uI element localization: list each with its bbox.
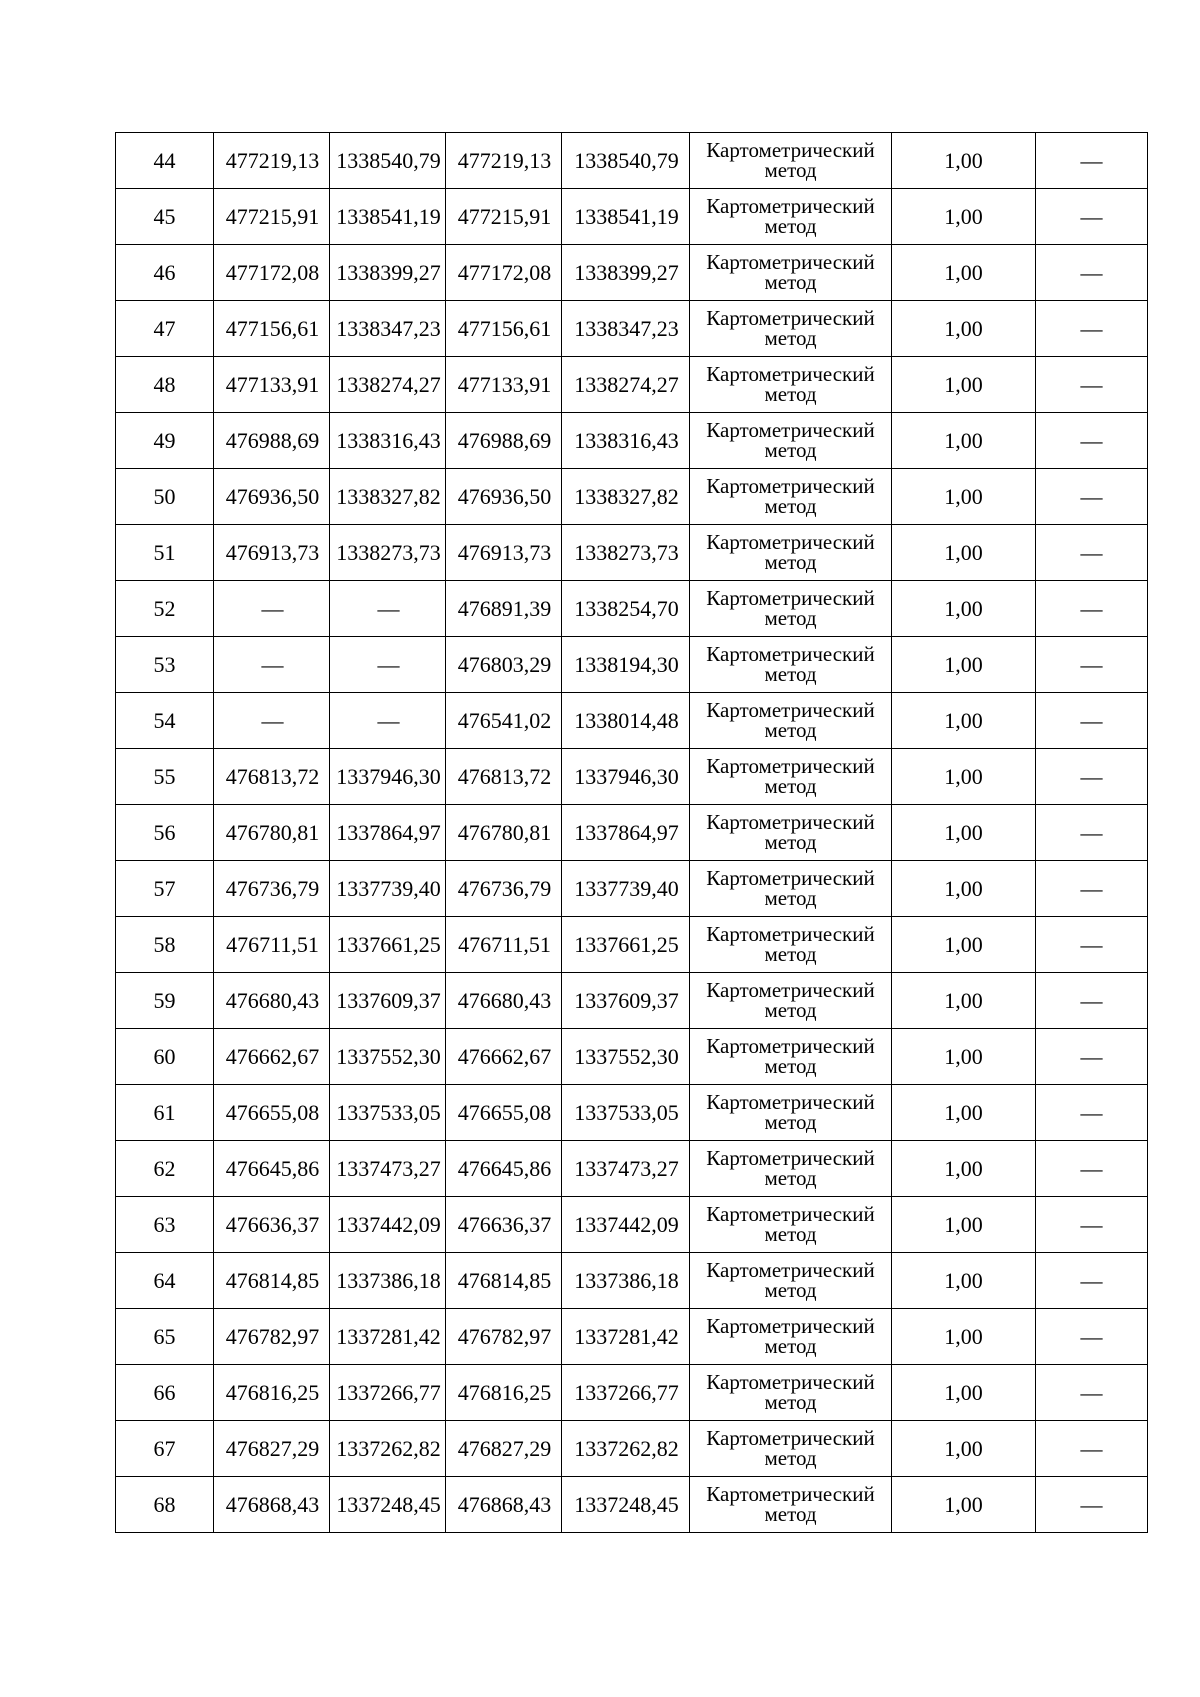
- method-line-1: Картометрический: [706, 1257, 875, 1282]
- table-row: [116, 1029, 1148, 1085]
- existing-x-cell: 476814,85: [214, 1253, 330, 1309]
- method-line-2: метод: [764, 773, 817, 798]
- new-x-cell: 476936,50: [446, 469, 562, 525]
- new-x-cell: 477215,91: [446, 189, 562, 245]
- point-number-cell: 45: [116, 189, 214, 245]
- existing-x-cell: 476827,29: [214, 1421, 330, 1477]
- new-y-cell: 1337533,05: [562, 1085, 690, 1141]
- method-line-2: метод: [764, 661, 817, 686]
- method-line-2: метод: [764, 605, 817, 630]
- method-line-1: Картометрический: [706, 1089, 875, 1114]
- point-number-cell: 48: [116, 357, 214, 413]
- point-number-cell: 51: [116, 525, 214, 581]
- method-line-1: Картометрический: [706, 921, 875, 946]
- description-cell: —: [1036, 1365, 1148, 1421]
- accuracy-cell: 1,00: [892, 1309, 1036, 1365]
- method-line-1: Картометрический: [706, 361, 875, 386]
- existing-y-cell: 1337266,77: [330, 1365, 446, 1421]
- existing-y-cell: 1338274,27: [330, 357, 446, 413]
- description-cell: —: [1036, 1085, 1148, 1141]
- new-x-cell: 476780,81: [446, 805, 562, 861]
- accuracy-cell: 1,00: [892, 581, 1036, 637]
- method-cell: [690, 245, 892, 301]
- table-row: [116, 1365, 1148, 1421]
- accuracy-cell: 1,00: [892, 917, 1036, 973]
- method-line-2: метод: [764, 717, 817, 742]
- existing-x-cell: 476780,81: [214, 805, 330, 861]
- table-row: [116, 1253, 1148, 1309]
- method-line-1: Картометрический: [706, 193, 875, 218]
- existing-x-cell: 476813,72: [214, 749, 330, 805]
- new-y-cell: 1338014,48: [562, 693, 690, 749]
- method-cell: [690, 525, 892, 581]
- existing-y-cell: 1337262,82: [330, 1421, 446, 1477]
- accuracy-cell: 1,00: [892, 413, 1036, 469]
- method-line-2: метод: [764, 1501, 817, 1526]
- existing-y-cell: 1337281,42: [330, 1309, 446, 1365]
- point-number-cell: 52: [116, 581, 214, 637]
- existing-y-cell: 1337248,45: [330, 1477, 446, 1533]
- method-line-1: Картометрический: [706, 1145, 875, 1170]
- existing-x-cell: 476736,79: [214, 861, 330, 917]
- method-cell: [690, 1141, 892, 1197]
- description-cell: —: [1036, 301, 1148, 357]
- existing-x-cell: 477133,91: [214, 357, 330, 413]
- method-line-1: Картометрический: [706, 1033, 875, 1058]
- existing-x-cell: 476662,67: [214, 1029, 330, 1085]
- description-cell: —: [1036, 1253, 1148, 1309]
- accuracy-cell: 1,00: [892, 133, 1036, 189]
- description-cell: —: [1036, 693, 1148, 749]
- existing-x-cell: 477172,08: [214, 245, 330, 301]
- table-row: [116, 749, 1148, 805]
- description-cell: —: [1036, 245, 1148, 301]
- method-cell: [690, 301, 892, 357]
- existing-y-cell: 1338540,79: [330, 133, 446, 189]
- accuracy-cell: 1,00: [892, 1477, 1036, 1533]
- method-line-2: метод: [764, 941, 817, 966]
- table-row: [116, 581, 1148, 637]
- new-x-cell: 476645,86: [446, 1141, 562, 1197]
- existing-x-cell: —: [214, 637, 330, 693]
- method-cell: [690, 413, 892, 469]
- method-cell: [690, 805, 892, 861]
- method-line-1: Картометрический: [706, 641, 875, 666]
- new-x-cell: 476868,43: [446, 1477, 562, 1533]
- table-row: [116, 133, 1148, 189]
- new-y-cell: 1337864,97: [562, 805, 690, 861]
- accuracy-cell: 1,00: [892, 973, 1036, 1029]
- new-y-cell: 1337661,25: [562, 917, 690, 973]
- point-number-cell: 44: [116, 133, 214, 189]
- method-cell: [690, 1477, 892, 1533]
- accuracy-cell: 1,00: [892, 1141, 1036, 1197]
- table-row: [116, 1085, 1148, 1141]
- description-cell: —: [1036, 861, 1148, 917]
- accuracy-cell: 1,00: [892, 749, 1036, 805]
- existing-y-cell: 1338327,82: [330, 469, 446, 525]
- point-number-cell: 53: [116, 637, 214, 693]
- method-cell: [690, 749, 892, 805]
- accuracy-cell: 1,00: [892, 1197, 1036, 1253]
- method-line-2: метод: [764, 437, 817, 462]
- existing-x-cell: —: [214, 693, 330, 749]
- existing-x-cell: 476655,08: [214, 1085, 330, 1141]
- new-y-cell: 1337386,18: [562, 1253, 690, 1309]
- description-cell: —: [1036, 805, 1148, 861]
- new-x-cell: 476803,29: [446, 637, 562, 693]
- description-cell: —: [1036, 1309, 1148, 1365]
- method-cell: [690, 1253, 892, 1309]
- description-cell: —: [1036, 469, 1148, 525]
- method-cell: [690, 581, 892, 637]
- existing-x-cell: 476782,97: [214, 1309, 330, 1365]
- table-row: [116, 973, 1148, 1029]
- method-cell: [690, 133, 892, 189]
- point-number-cell: 60: [116, 1029, 214, 1085]
- accuracy-cell: 1,00: [892, 861, 1036, 917]
- existing-x-cell: 476680,43: [214, 973, 330, 1029]
- new-x-cell: 477156,61: [446, 301, 562, 357]
- method-line-1: Картометрический: [706, 753, 875, 778]
- existing-y-cell: 1337533,05: [330, 1085, 446, 1141]
- point-number-cell: 62: [116, 1141, 214, 1197]
- new-x-cell: 476680,43: [446, 973, 562, 1029]
- existing-y-cell: 1337609,37: [330, 973, 446, 1029]
- description-cell: —: [1036, 637, 1148, 693]
- new-y-cell: 1337946,30: [562, 749, 690, 805]
- existing-y-cell: 1337946,30: [330, 749, 446, 805]
- description-cell: —: [1036, 1421, 1148, 1477]
- new-y-cell: 1338316,43: [562, 413, 690, 469]
- point-number-cell: 61: [116, 1085, 214, 1141]
- accuracy-cell: 1,00: [892, 1253, 1036, 1309]
- method-line-2: метод: [764, 997, 817, 1022]
- new-x-cell: 476814,85: [446, 1253, 562, 1309]
- new-y-cell: 1337248,45: [562, 1477, 690, 1533]
- new-y-cell: 1337262,82: [562, 1421, 690, 1477]
- table-row: [116, 805, 1148, 861]
- method-line-1: Картометрический: [706, 417, 875, 442]
- point-number-cell: 50: [116, 469, 214, 525]
- point-number-cell: 58: [116, 917, 214, 973]
- method-cell: [690, 1085, 892, 1141]
- table-row: [116, 861, 1148, 917]
- method-line-1: Картометрический: [706, 1313, 875, 1338]
- accuracy-cell: 1,00: [892, 469, 1036, 525]
- description-cell: —: [1036, 133, 1148, 189]
- new-y-cell: 1338540,79: [562, 133, 690, 189]
- description-cell: —: [1036, 1141, 1148, 1197]
- method-cell: [690, 637, 892, 693]
- existing-x-cell: —: [214, 581, 330, 637]
- table-row: [116, 1477, 1148, 1533]
- point-number-cell: 49: [116, 413, 214, 469]
- existing-x-cell: 476816,25: [214, 1365, 330, 1421]
- existing-y-cell: —: [330, 581, 446, 637]
- accuracy-cell: 1,00: [892, 1365, 1036, 1421]
- new-y-cell: 1337266,77: [562, 1365, 690, 1421]
- existing-x-cell: 476711,51: [214, 917, 330, 973]
- new-x-cell: 476891,39: [446, 581, 562, 637]
- table-row: [116, 469, 1148, 525]
- point-number-cell: 55: [116, 749, 214, 805]
- new-x-cell: 476913,73: [446, 525, 562, 581]
- existing-x-cell: 476636,37: [214, 1197, 330, 1253]
- table-row: [116, 637, 1148, 693]
- accuracy-cell: 1,00: [892, 1085, 1036, 1141]
- new-y-cell: 1338327,82: [562, 469, 690, 525]
- coordinates-table: [115, 132, 1148, 1533]
- method-cell: [690, 1421, 892, 1477]
- point-number-cell: 63: [116, 1197, 214, 1253]
- new-y-cell: 1338194,30: [562, 637, 690, 693]
- new-y-cell: 1338541,19: [562, 189, 690, 245]
- existing-x-cell: 476645,86: [214, 1141, 330, 1197]
- description-cell: —: [1036, 1029, 1148, 1085]
- description-cell: —: [1036, 1197, 1148, 1253]
- method-cell: [690, 1309, 892, 1365]
- new-x-cell: 476655,08: [446, 1085, 562, 1141]
- method-line-2: метод: [764, 157, 817, 182]
- table-row: [116, 1141, 1148, 1197]
- table-row: [116, 525, 1148, 581]
- point-number-cell: 57: [116, 861, 214, 917]
- description-cell: —: [1036, 581, 1148, 637]
- point-number-cell: 47: [116, 301, 214, 357]
- existing-y-cell: 1337386,18: [330, 1253, 446, 1309]
- method-line-2: метод: [764, 1333, 817, 1358]
- existing-y-cell: 1338541,19: [330, 189, 446, 245]
- description-cell: —: [1036, 357, 1148, 413]
- existing-y-cell: 1338273,73: [330, 525, 446, 581]
- accuracy-cell: 1,00: [892, 525, 1036, 581]
- table-row: [116, 1197, 1148, 1253]
- method-cell: [690, 1029, 892, 1085]
- table-row: [116, 245, 1148, 301]
- description-cell: —: [1036, 525, 1148, 581]
- table-row: [116, 357, 1148, 413]
- method-cell: [690, 693, 892, 749]
- method-cell: [690, 973, 892, 1029]
- table-row: [116, 189, 1148, 245]
- method-line-1: Картометрический: [706, 305, 875, 330]
- new-y-cell: 1337281,42: [562, 1309, 690, 1365]
- new-y-cell: 1338347,23: [562, 301, 690, 357]
- point-number-cell: 65: [116, 1309, 214, 1365]
- method-line-2: метод: [764, 325, 817, 350]
- point-number-cell: 67: [116, 1421, 214, 1477]
- existing-x-cell: 477156,61: [214, 301, 330, 357]
- method-line-1: Картометрический: [706, 585, 875, 610]
- existing-y-cell: 1337552,30: [330, 1029, 446, 1085]
- accuracy-cell: 1,00: [892, 189, 1036, 245]
- method-cell: [690, 1365, 892, 1421]
- accuracy-cell: 1,00: [892, 245, 1036, 301]
- method-line-2: метод: [764, 549, 817, 574]
- method-line-2: метод: [764, 1165, 817, 1190]
- description-cell: —: [1036, 189, 1148, 245]
- method-line-2: метод: [764, 1221, 817, 1246]
- method-line-1: Картометрический: [706, 529, 875, 554]
- method-line-2: метод: [764, 493, 817, 518]
- point-number-cell: 46: [116, 245, 214, 301]
- existing-y-cell: —: [330, 637, 446, 693]
- accuracy-cell: 1,00: [892, 805, 1036, 861]
- point-number-cell: 64: [116, 1253, 214, 1309]
- existing-y-cell: —: [330, 693, 446, 749]
- existing-y-cell: 1338347,23: [330, 301, 446, 357]
- point-number-cell: 56: [116, 805, 214, 861]
- description-cell: —: [1036, 413, 1148, 469]
- method-line-2: метод: [764, 1445, 817, 1470]
- existing-y-cell: 1338399,27: [330, 245, 446, 301]
- accuracy-cell: 1,00: [892, 693, 1036, 749]
- method-line-2: метод: [764, 1109, 817, 1134]
- method-line-1: Картометрический: [706, 1425, 875, 1450]
- new-y-cell: 1338274,27: [562, 357, 690, 413]
- new-x-cell: 476636,37: [446, 1197, 562, 1253]
- method-line-1: Картометрический: [706, 1481, 875, 1506]
- new-x-cell: 477219,13: [446, 133, 562, 189]
- method-line-1: Картометрический: [706, 1369, 875, 1394]
- description-cell: —: [1036, 1477, 1148, 1533]
- accuracy-cell: 1,00: [892, 301, 1036, 357]
- point-number-cell: 66: [116, 1365, 214, 1421]
- method-line-2: метод: [764, 829, 817, 854]
- method-line-2: метод: [764, 213, 817, 238]
- existing-x-cell: 476988,69: [214, 413, 330, 469]
- method-line-2: метод: [764, 885, 817, 910]
- new-y-cell: 1338273,73: [562, 525, 690, 581]
- table-row: [116, 1421, 1148, 1477]
- table-body: [116, 133, 1148, 1533]
- description-cell: —: [1036, 749, 1148, 805]
- method-cell: [690, 861, 892, 917]
- existing-y-cell: 1337442,09: [330, 1197, 446, 1253]
- table-row: [116, 301, 1148, 357]
- accuracy-cell: 1,00: [892, 1421, 1036, 1477]
- method-cell: [690, 469, 892, 525]
- new-y-cell: 1338399,27: [562, 245, 690, 301]
- accuracy-cell: 1,00: [892, 357, 1036, 413]
- description-cell: —: [1036, 917, 1148, 973]
- existing-x-cell: 477219,13: [214, 133, 330, 189]
- method-cell: [690, 357, 892, 413]
- accuracy-cell: 1,00: [892, 637, 1036, 693]
- table-row: [116, 693, 1148, 749]
- new-x-cell: 476816,25: [446, 1365, 562, 1421]
- new-x-cell: 476662,67: [446, 1029, 562, 1085]
- new-x-cell: 476782,97: [446, 1309, 562, 1365]
- existing-y-cell: 1338316,43: [330, 413, 446, 469]
- method-line-1: Картометрический: [706, 697, 875, 722]
- method-line-1: Картометрический: [706, 473, 875, 498]
- point-number-cell: 59: [116, 973, 214, 1029]
- new-y-cell: 1337609,37: [562, 973, 690, 1029]
- new-x-cell: 477172,08: [446, 245, 562, 301]
- new-y-cell: 1337552,30: [562, 1029, 690, 1085]
- method-line-1: Картометрический: [706, 977, 875, 1002]
- table-row: [116, 413, 1148, 469]
- new-x-cell: 477133,91: [446, 357, 562, 413]
- accuracy-cell: 1,00: [892, 1029, 1036, 1085]
- method-cell: [690, 1197, 892, 1253]
- method-line-2: метод: [764, 1053, 817, 1078]
- method-line-1: Картометрический: [706, 1201, 875, 1226]
- table-row: [116, 917, 1148, 973]
- new-y-cell: 1337739,40: [562, 861, 690, 917]
- existing-y-cell: 1337473,27: [330, 1141, 446, 1197]
- new-x-cell: 476827,29: [446, 1421, 562, 1477]
- new-y-cell: 1338254,70: [562, 581, 690, 637]
- method-line-1: Картометрический: [706, 249, 875, 274]
- existing-y-cell: 1337739,40: [330, 861, 446, 917]
- existing-x-cell: 477215,91: [214, 189, 330, 245]
- new-x-cell: 476988,69: [446, 413, 562, 469]
- method-line-2: метод: [764, 381, 817, 406]
- new-y-cell: 1337473,27: [562, 1141, 690, 1197]
- method-line-1: Картометрический: [706, 809, 875, 834]
- existing-y-cell: 1337864,97: [330, 805, 446, 861]
- point-number-cell: 54: [116, 693, 214, 749]
- method-cell: [690, 917, 892, 973]
- method-line-2: метод: [764, 1389, 817, 1414]
- table-row: [116, 1309, 1148, 1365]
- existing-y-cell: 1337661,25: [330, 917, 446, 973]
- new-x-cell: 476541,02: [446, 693, 562, 749]
- new-x-cell: 476736,79: [446, 861, 562, 917]
- new-y-cell: 1337442,09: [562, 1197, 690, 1253]
- description-cell: —: [1036, 973, 1148, 1029]
- existing-x-cell: 476936,50: [214, 469, 330, 525]
- point-number-cell: 68: [116, 1477, 214, 1533]
- method-line-2: метод: [764, 1277, 817, 1302]
- new-x-cell: 476711,51: [446, 917, 562, 973]
- method-line-2: метод: [764, 269, 817, 294]
- method-line-1: Картометрический: [706, 137, 875, 162]
- new-x-cell: 476813,72: [446, 749, 562, 805]
- existing-x-cell: 476868,43: [214, 1477, 330, 1533]
- method-cell: [690, 189, 892, 245]
- method-line-1: Картометрический: [706, 865, 875, 890]
- existing-x-cell: 476913,73: [214, 525, 330, 581]
